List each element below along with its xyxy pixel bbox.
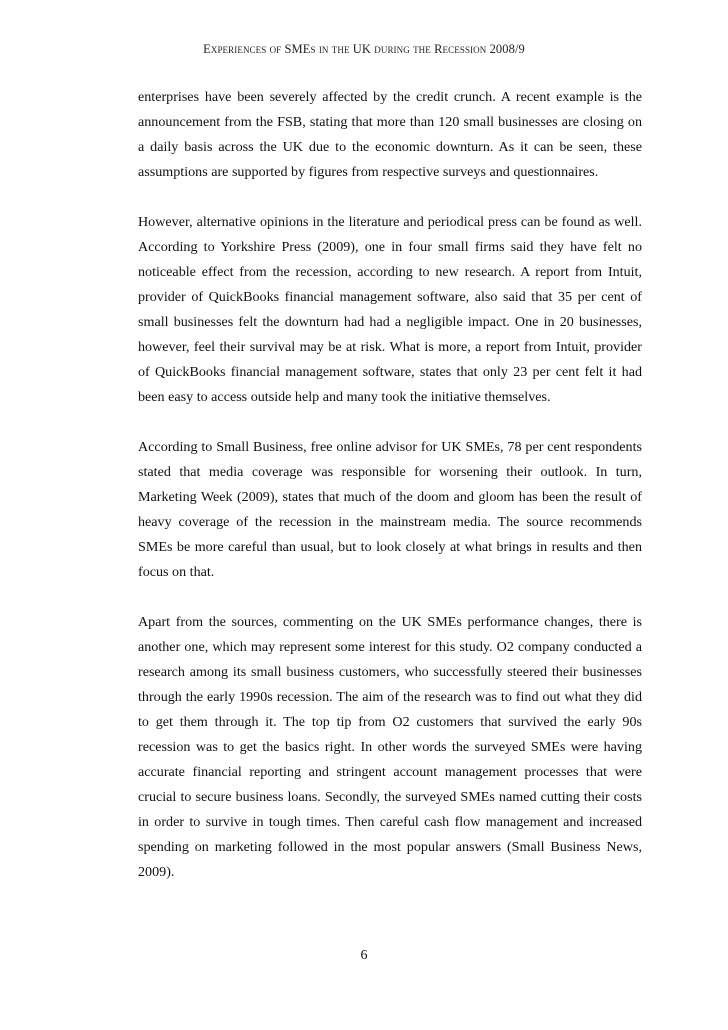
running-header: Experiences of SMEs in the UK during the Recession 2008/9 — [203, 42, 525, 56]
body-text — [138, 85, 642, 910]
paragraph-3: According to Small Business, free online advisor for UK SMEs, 78 per cent respondents stated that media coverage was responsible for worsening their outlook. In turn, Marketing Week (2009), states that much of the doom and gloom has been the result of heavy coverage of the recession in the mainstream media. The source recommends SMEs be more careful than usual, but to look closely at what brings in results and then focus on that. — [138, 439, 642, 580]
paragraph-2: However, alternative opinions in the literature and periodical press can be found as well. According to Yorkshire Press (2009), one in four small firms said they have felt no noticeable effect from the recession, according to new research. A report from Intuit, provider of QuickBooks financial management software, also said that 35 per cent of small businesses felt the downturn had had a negligible impact. One in 20 businesses, however, feel their survival may be at risk. What is more, a report from Intuit, provider of QuickBooks financial management software, states that only 23 per cent felt it had been easy to access outside help and many took the initiative themselves. — [138, 214, 642, 405]
page-number: 6 — [360, 948, 368, 963]
paragraph-4: Apart from the sources, commenting on the UK SMEs performance changes, there is another one, which may represent some interest for this study. O2 company conducted a research among its small business customers, who successfully steered their businesses through the early 1990s recession. The aim of the research was to find out what they did to get them through it. The top tip from O2 customers that survived the early 90s recession was to get the basics right. In other words the surveyed SMEs were having accurate financial reporting and stringent account management processes that were crucial to secure business loans. Secondly, the surveyed SMEs named cutting their costs in order to survive in tough times. Then careful cash flow management and increased spending on marketing followed in the most popular answers (Small Business News, 2009). — [138, 614, 642, 880]
paragraph-1: enterprises have been severely affected by the credit crunch. A recent example is the announcement from the FSB, stating that more than 120 small businesses are closing on a daily basis across the UK due to the economic downturn. As it can be seen, these assumptions are supported by figures from respective surveys and questionnaires. — [138, 89, 642, 180]
